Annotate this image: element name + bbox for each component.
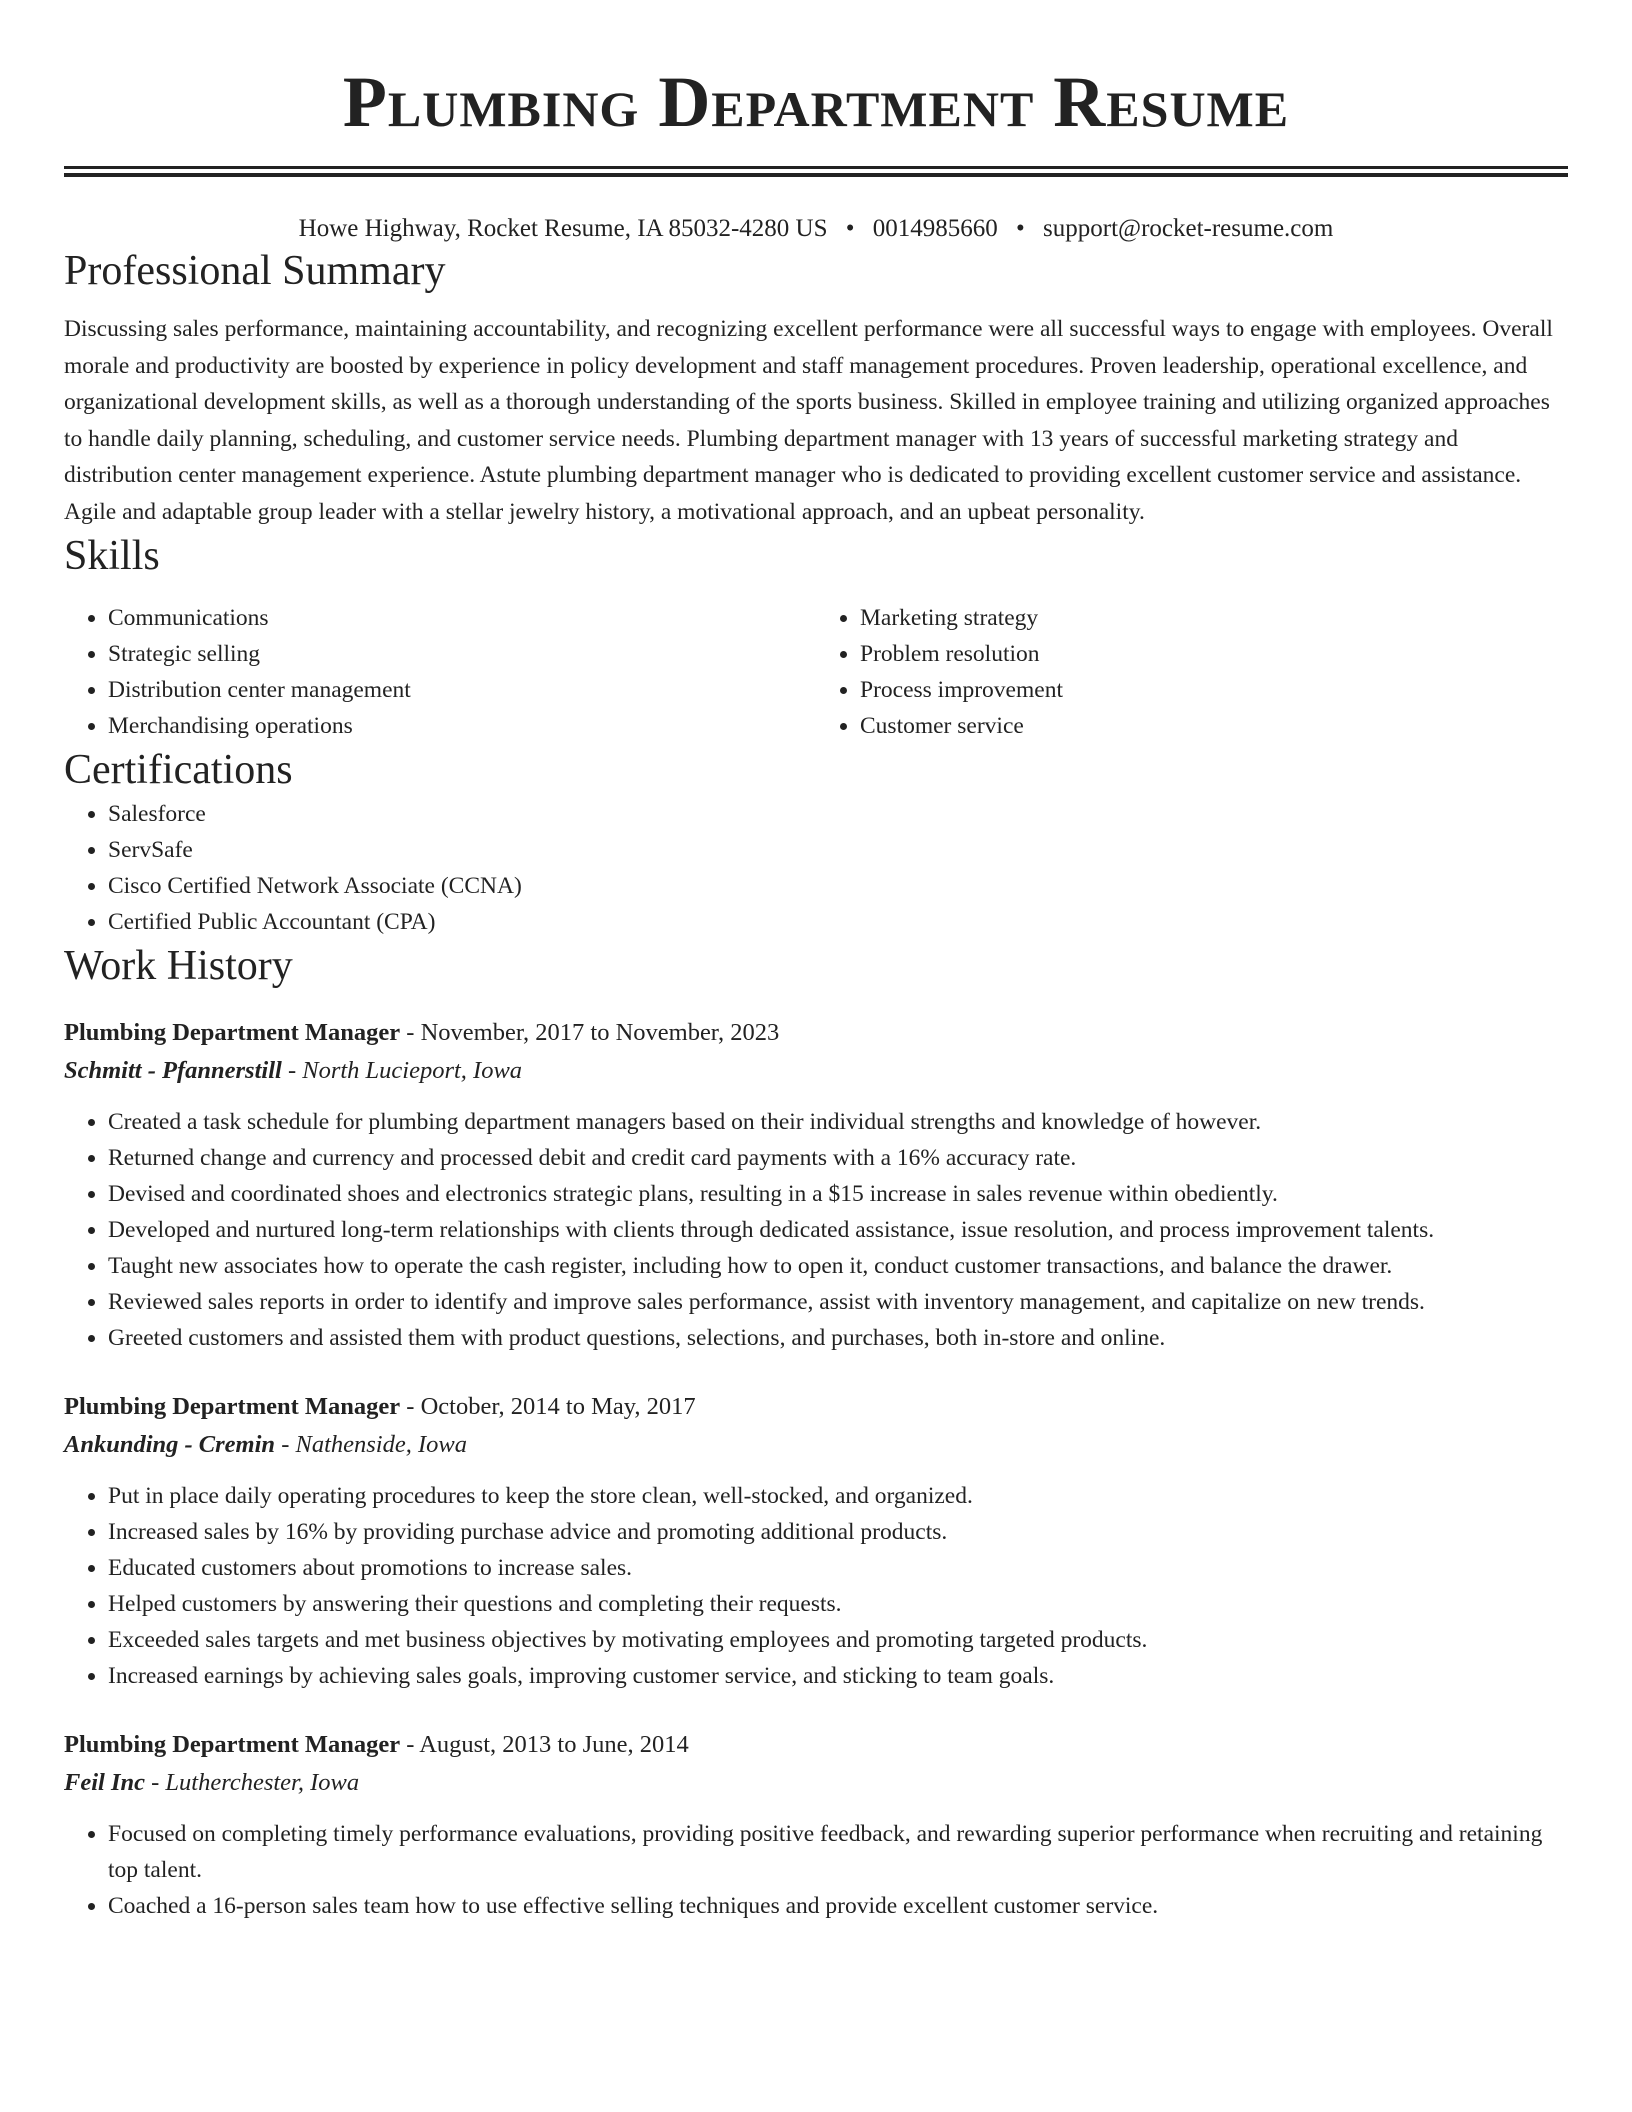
job-duty: • Exceeded sales targets and met business objectives by motivating employees and promoting targeted products. [108,1622,1568,1658]
certifications-list [64,796,1568,940]
job-title-line [64,1388,1568,1426]
certifications-heading: Certifications [64,747,293,793]
job-duty: • Helped customers by answering their questions and completing their requests. [108,1586,1568,1622]
job-entry [64,1726,1568,1924]
contact-line [64,213,1568,245]
skills-column-left [64,600,816,744]
skill-item: • Strategic selling [108,636,816,672]
job-dates: - October, 2014 to May, 2017 [400,1393,696,1420]
summary-heading: Professional Summary [64,248,446,294]
job-duty: • Returned change and currency and processed debit and credit card payments with a 16% accuracy rate. [108,1140,1568,1176]
job-duty: • Put in place daily operating procedures to keep the store clean, well-stocked, and organized. [108,1478,1568,1514]
job-duty: • Increased sales by 16% by providing purchase advice and promoting additional products. [108,1514,1568,1550]
contact-separator: • [845,215,855,242]
contact-separator: • [1016,215,1025,242]
job-entry [64,1014,1568,1356]
job-company: Schmitt - Pfannerstill [64,1057,282,1084]
skill-item: • Customer service [860,708,1568,744]
job-dates: - August, 2013 to June, 2014 [400,1731,689,1758]
job-duty: • Focused on completing timely performance evaluations, providing positive feedback, and rewarding superior performance when recruiting and retaining top talent. [108,1816,1568,1888]
skill-item: • Distribution center management [108,672,816,708]
work-history-heading: Work History [64,943,293,989]
job-company: Feil Inc [64,1769,145,1796]
title-divider [64,166,1568,177]
contact-address: Howe Highway, Rocket Resume, IA 85032-4280 US [298,215,828,242]
job-duty: • Greeted customers and assisted them with product questions, selections, and purchases, both in-store and online. [108,1320,1568,1356]
certification-item: • Salesforce [108,796,1568,832]
job-location: - North Lucieport, Iowa [281,1057,523,1084]
job-duty: • Devised and coordinated shoes and electronics strategic plans, resulting in a $15 increase in sales revenue within obediently. [108,1176,1568,1212]
certification-item: • Cisco Certified Network Associate (CCNA) [108,868,1568,904]
contact-phone: 0014985660 [872,215,998,242]
job-company-line [64,1052,1568,1090]
job-title-line [64,1014,1568,1052]
skill-item: • Marketing strategy [860,600,1568,636]
skill-item: • Merchandising operations [108,708,816,744]
page-title: Plumbing Department Resume [342,62,1290,142]
job-duties-list [64,1104,1568,1356]
skills-column-right [816,600,1568,744]
job-role: Plumbing Department Manager [64,1393,401,1420]
skills-list [64,600,1568,744]
certification-item: • ServSafe [108,832,1568,868]
job-duty: • Educated customers about promotions to increase sales. [108,1550,1568,1586]
job-role: Plumbing Department Manager [64,1731,401,1758]
job-duty: • Taught new associates how to operate the cash register, including how to open it, conduct customer transactions, and balance the drawer. [108,1248,1568,1284]
job-duties-list [64,1816,1568,1924]
skill-item: • Communications [108,600,816,636]
skills-heading: Skills [64,533,160,579]
certification-item: • Certified Public Accountant (CPA) [108,904,1568,940]
job-entry [64,1388,1568,1694]
job-company: Ankunding - Cremin [64,1431,276,1458]
job-duty: • Developed and nurtured long-term relationships with clients through dedicated assistance, issue resolution, and process improvement talents. [108,1212,1568,1248]
summary-text: Discussing sales performance, maintaining accountability, and recognizing excellent performance were all successful ways to engage with employees. Overall morale and productivity are boosted by experience in policy development and staff management procedures. Proven leadership, operational excellence, and organizational development skills, as well as a thorough understanding of the sports business. Skilled in employee training and utilizing organized approaches to handle daily planning, scheduling, and customer service needs. Plumbing department manager with 13 years of successful marketing strategy and distribution center management experience. Astute plumbing department manager who is dedicated to providing excellent customer service and assistance. Agile and adaptable group leader with a stellar jewelry history, a motivational approach, and an upbeat personality. [64,316,1553,525]
skill-item: • Problem resolution [860,636,1568,672]
job-role: Plumbing Department Manager [64,1019,401,1046]
job-duty: • Created a task schedule for plumbing department managers based on their individual strengths and knowledge of however. [108,1104,1568,1140]
job-company-line [64,1426,1568,1464]
job-duty: • Increased earnings by achieving sales goals, improving customer service, and sticking to team goals. [108,1658,1568,1694]
job-company-line [64,1764,1568,1802]
job-duties-list [64,1478,1568,1694]
job-location: - Lutherchester, Iowa [145,1769,360,1796]
job-duty: • Coached a 16-person sales team how to use effective selling techniques and provide excellent customer service. [108,1888,1568,1924]
job-dates: - November, 2017 to November, 2023 [400,1019,780,1046]
skill-item: • Process improvement [860,672,1568,708]
job-location: - Nathenside, Iowa [275,1431,467,1458]
job-title-line [64,1726,1568,1764]
job-duty: • Reviewed sales reports in order to identify and improve sales performance, assist with inventory management, and capitalize on new trends. [108,1284,1568,1320]
contact-email: support@rocket-resume.com [1043,215,1334,242]
